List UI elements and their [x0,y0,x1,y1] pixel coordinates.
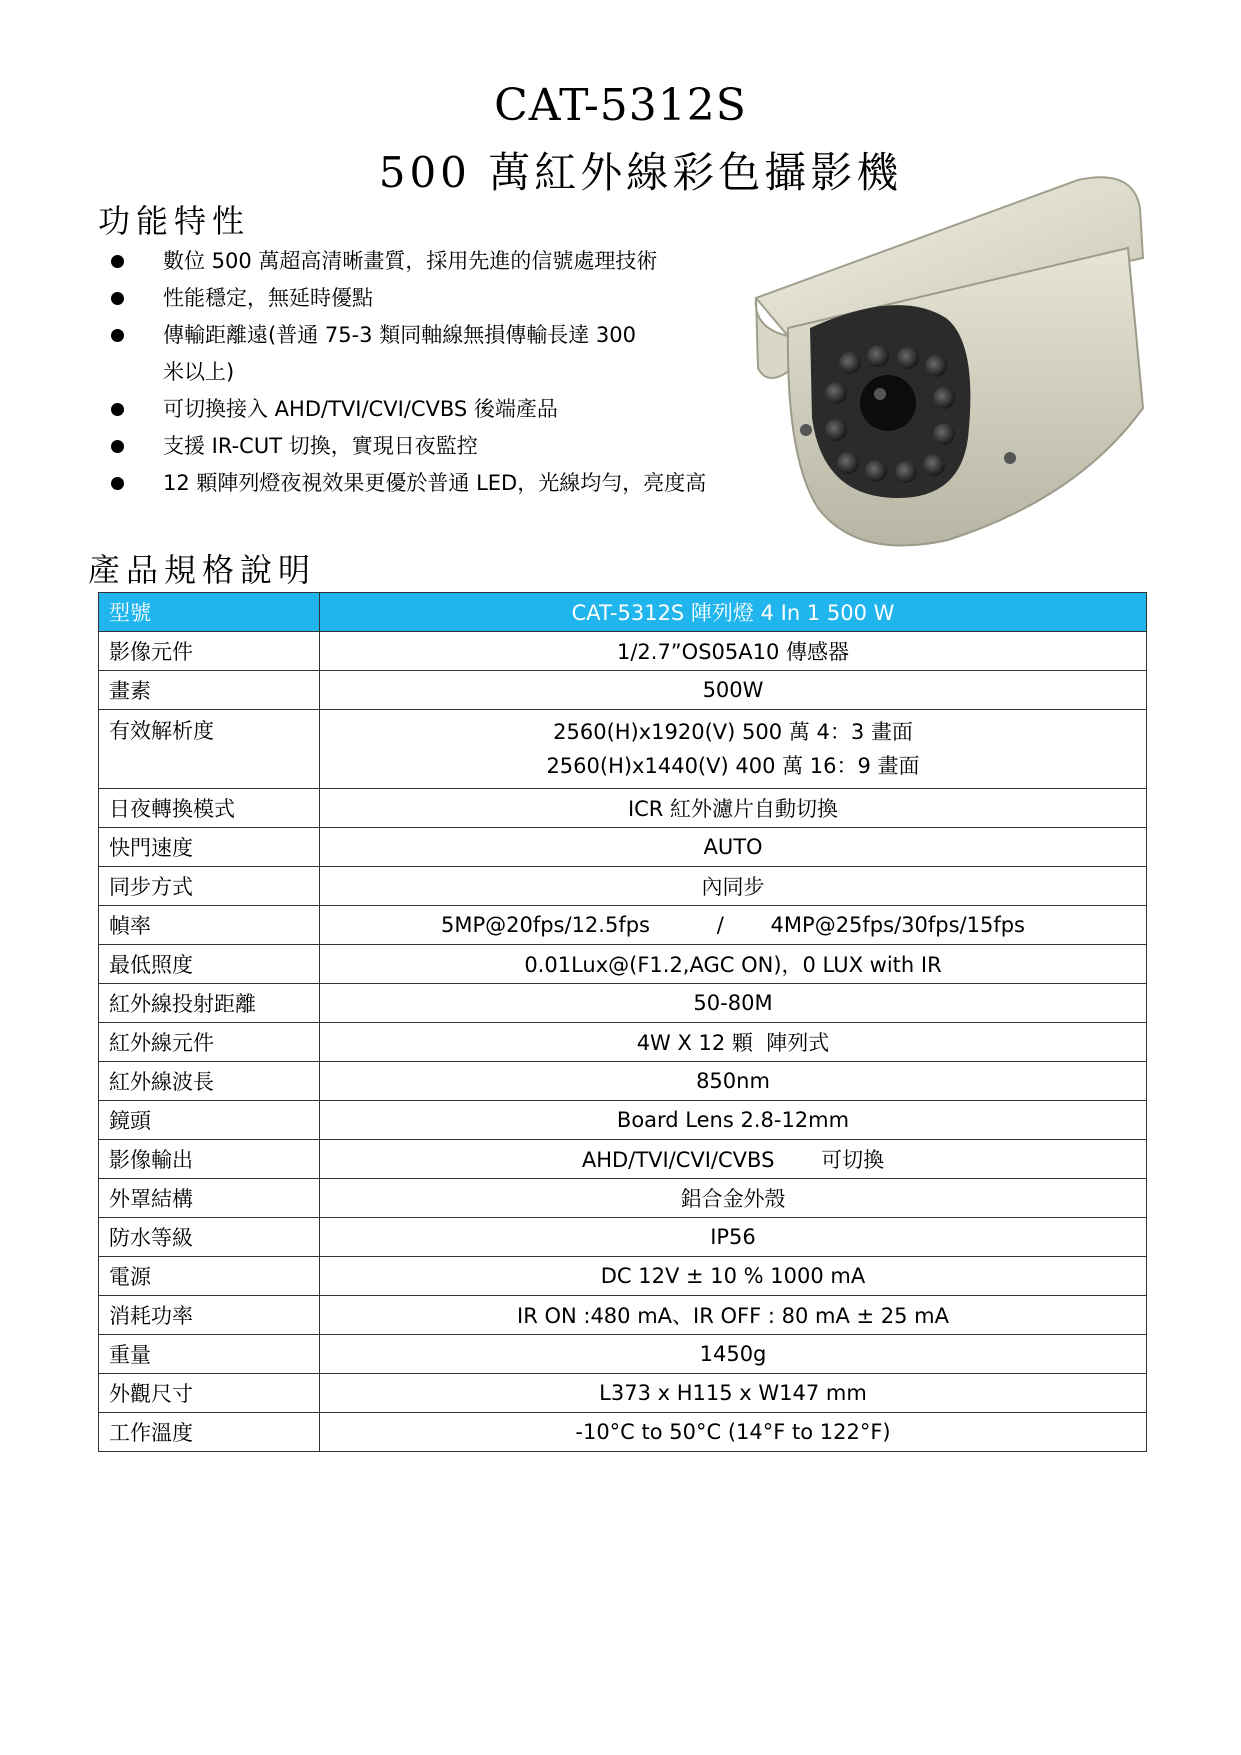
spec-label: 快門速度 [99,828,320,867]
spec-label: 防水等級 [99,1218,320,1257]
spec-label: 重量 [99,1335,320,1374]
spec-value: 鋁合金外殼 [320,1179,1147,1218]
feature-item: 數位 500 萬超高清晰畫質，採用先進的信號處理技術 [108,243,828,280]
spec-label: 同步方式 [99,867,320,906]
spec-value: CAT-5312S 陣列燈 4 In 1 500 W [320,593,1147,632]
spec-value [320,710,1147,789]
spec-value: Board Lens 2.8-12mm [320,1101,1147,1140]
table-row [99,1062,1147,1101]
feature-item-continuation: 米以上) [163,360,235,384]
table-row [99,1179,1147,1218]
spec-label: 最低照度 [99,945,320,984]
spec-value: -10°C to 50°C (14°F to 122°F) [320,1413,1147,1452]
spec-value: AUTO [320,828,1147,867]
bullet-icon [111,255,124,268]
table-row [99,632,1147,671]
spec-value: AHD/TVI/CVI/CVBS 可切換 [320,1140,1147,1179]
specs-heading: 產品規格說明 [88,551,317,589]
table-row [99,945,1147,984]
spec-label: 型號 [99,593,320,632]
table-row [99,710,1147,789]
spec-label: 鏡頭 [99,1101,320,1140]
feature-item: 支援 IR-CUT 切換，實現日夜監控 [108,428,828,465]
camera-product-image [748,168,1158,563]
spec-value: 0.01Lux@(F1.2,AGC ON)，0 LUX with IR [320,945,1147,984]
spec-value-line: 2560(H)x1440(V) 400 萬 16：9 畫面 [546,754,920,778]
spec-label: 幀率 [99,906,320,945]
feature-item: 傳輸距離遠(普通 75-3 類同軸線無損傳輸長達 300 [108,317,828,354]
table-row [99,789,1147,828]
spec-label: 紅外線波長 [99,1062,320,1101]
table-row [99,867,1147,906]
spec-value: 4W X 12 顆 陣列式 [320,1023,1147,1062]
spec-label: 工作溫度 [99,1413,320,1452]
bullet-icon [111,292,124,305]
table-row [99,1413,1147,1452]
spec-label: 日夜轉換模式 [99,789,320,828]
spec-label: 影像元件 [99,632,320,671]
table-row [99,1101,1147,1140]
product-name-title: 500 萬紅外線彩色攝影機 [378,148,903,197]
product-model-title: CAT-5312S [494,80,747,131]
table-row [99,984,1147,1023]
feature-item: 12 顆陣列燈夜視效果更優於普通 LED，光線均勻，亮度高 [108,465,828,502]
spec-value: 500W [320,671,1147,710]
spec-value: L373 x H115 x W147 mm [320,1374,1147,1413]
table-row [99,1257,1147,1296]
table-row [99,1335,1147,1374]
table-row [99,1023,1147,1062]
bullet-icon [111,440,124,453]
spec-value: DC 12V ± 10 % 1000 mA [320,1257,1147,1296]
spec-value: IR ON :480 mA、IR OFF : 80 mA ± 25 mA [320,1296,1147,1335]
table-row [99,906,1147,945]
spec-value: 1450g [320,1335,1147,1374]
table-row [99,828,1147,867]
spec-label: 紅外線元件 [99,1023,320,1062]
spec-label: 外罩結構 [99,1179,320,1218]
table-row [99,1374,1147,1413]
table-row [99,1296,1147,1335]
table-row [99,671,1147,710]
table-row [99,1140,1147,1179]
spec-header-row [99,593,1147,632]
spec-label: 有效解析度 [99,710,320,789]
spec-value: ICR 紅外濾片自動切換 [320,789,1147,828]
spec-value: 5MP@20fps/12.5fps / 4MP@25fps/30fps/15fps [320,906,1147,945]
spec-value: 50-80M [320,984,1147,1023]
features-list [108,243,828,502]
bullet-icon [111,477,124,490]
feature-item: 性能穩定，無延時優點 [108,280,828,317]
spec-table [98,592,1147,1452]
spec-value: IP56 [320,1218,1147,1257]
spec-value: 1/2.7”OS05A10 傳感器 [320,632,1147,671]
spec-label: 電源 [99,1257,320,1296]
spec-label: 畫素 [99,671,320,710]
feature-item: 可切換接入 AHD/TVI/CVI/CVBS 後端產品 [108,391,828,428]
bullet-icon [111,403,124,416]
table-row [99,1218,1147,1257]
spec-value: 內同步 [320,867,1147,906]
spec-label: 紅外線投射距離 [99,984,320,1023]
spec-label: 外觀尺寸 [99,1374,320,1413]
bullet-icon [111,329,124,342]
spec-value-line: 2560(H)x1920(V) 500 萬 4：3 畫面 [553,720,913,744]
spec-label: 影像輸出 [99,1140,320,1179]
spec-value: 850nm [320,1062,1147,1101]
features-heading: 功能特性 [98,202,251,240]
spec-label: 消耗功率 [99,1296,320,1335]
